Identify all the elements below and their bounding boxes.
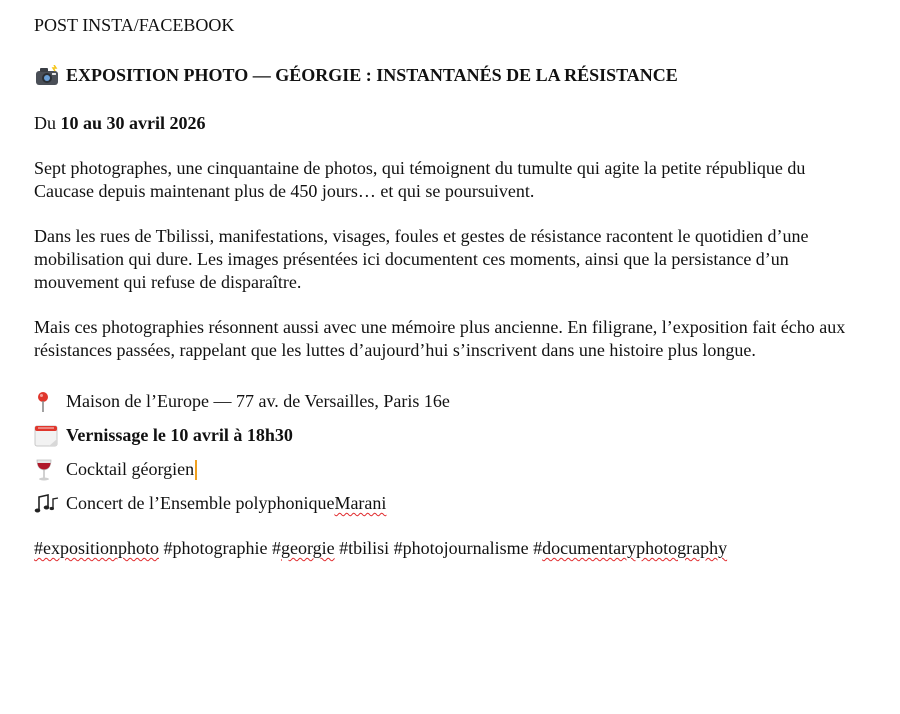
exhibition-title-text: EXPOSITION PHOTO — GÉORGIE : INSTANTANÉS DE LA RÉSISTANCE bbox=[66, 65, 678, 85]
paragraph-intro: Sept photographes, une cinquantaine de photos, qui témoignent du tumulte qui agite la petite république du Caucase depuis maintenant plus de 450 jours… et qui se poursuivent. bbox=[34, 158, 806, 201]
hashtag-photographie: #photographie bbox=[163, 538, 268, 558]
concert-line bbox=[34, 492, 864, 515]
calendar-icon bbox=[34, 425, 60, 447]
dates-prefix: Du bbox=[34, 113, 61, 133]
dates-range: 10 au 30 avril 2026 bbox=[60, 113, 206, 133]
exhibition-title bbox=[34, 64, 864, 87]
round-pushpin-icon bbox=[34, 391, 60, 413]
paragraph-memory: Mais ces photographies résonnent aussi avec une mémoire plus ancienne. En filigrane, l’exposition fait écho aux résistances passées, rappelant que les luttes d’aujourd’hui s’inscrivent dans une histoire plus longue. bbox=[34, 317, 846, 360]
post-type-label: POST INSTA/FACEBOOK bbox=[34, 15, 235, 35]
text-cursor bbox=[195, 460, 197, 480]
hashtag-expositionphoto: #expositionphoto bbox=[34, 538, 159, 558]
concert-prefix: Concert de l’Ensemble polyphonique bbox=[66, 493, 335, 513]
hashtag-georgie-word: georgie bbox=[280, 538, 335, 558]
hashtag-documentaryphotography bbox=[533, 538, 727, 558]
vernissage-text: Vernissage le 10 avril à 18h30 bbox=[66, 425, 293, 445]
document-body[interactable] bbox=[34, 14, 864, 560]
cocktail-line bbox=[34, 458, 864, 481]
location-text: Maison de l’Europe — 77 av. de Versailles, Paris 16e bbox=[66, 391, 450, 411]
hashtag-georgie bbox=[272, 538, 335, 558]
hashtags-line bbox=[34, 537, 864, 560]
wine-glass-icon bbox=[34, 459, 60, 481]
exhibition-dates bbox=[34, 112, 864, 135]
hashtag-tbilisi: #tbilisi bbox=[339, 538, 390, 558]
musical-notes-icon bbox=[34, 493, 60, 515]
location-line bbox=[34, 390, 864, 413]
hashtag-georgie-prefix: # bbox=[271, 538, 281, 558]
cocktail-text[interactable]: Cocktail géorgien bbox=[66, 459, 195, 479]
vernissage-line bbox=[34, 424, 864, 447]
camera-flash-icon bbox=[34, 65, 60, 87]
hashtag-photojournalisme: #photojournalisme bbox=[393, 538, 529, 558]
hashtag-documentary-prefix: # bbox=[533, 538, 543, 558]
hashtag-documentary-word: documentaryphotography bbox=[542, 538, 728, 558]
concert-ensemble-name: Marani bbox=[334, 493, 387, 513]
paragraph-tbilisi: Dans les rues de Tbilissi, manifestations, visages, foules et gestes de résistance racontent le quotidien d’une mobilisation qui dure. Les images présentées ici documentent ces moments, ainsi que la persistance d’un mouvement qui refuse de disparaître. bbox=[34, 226, 809, 292]
